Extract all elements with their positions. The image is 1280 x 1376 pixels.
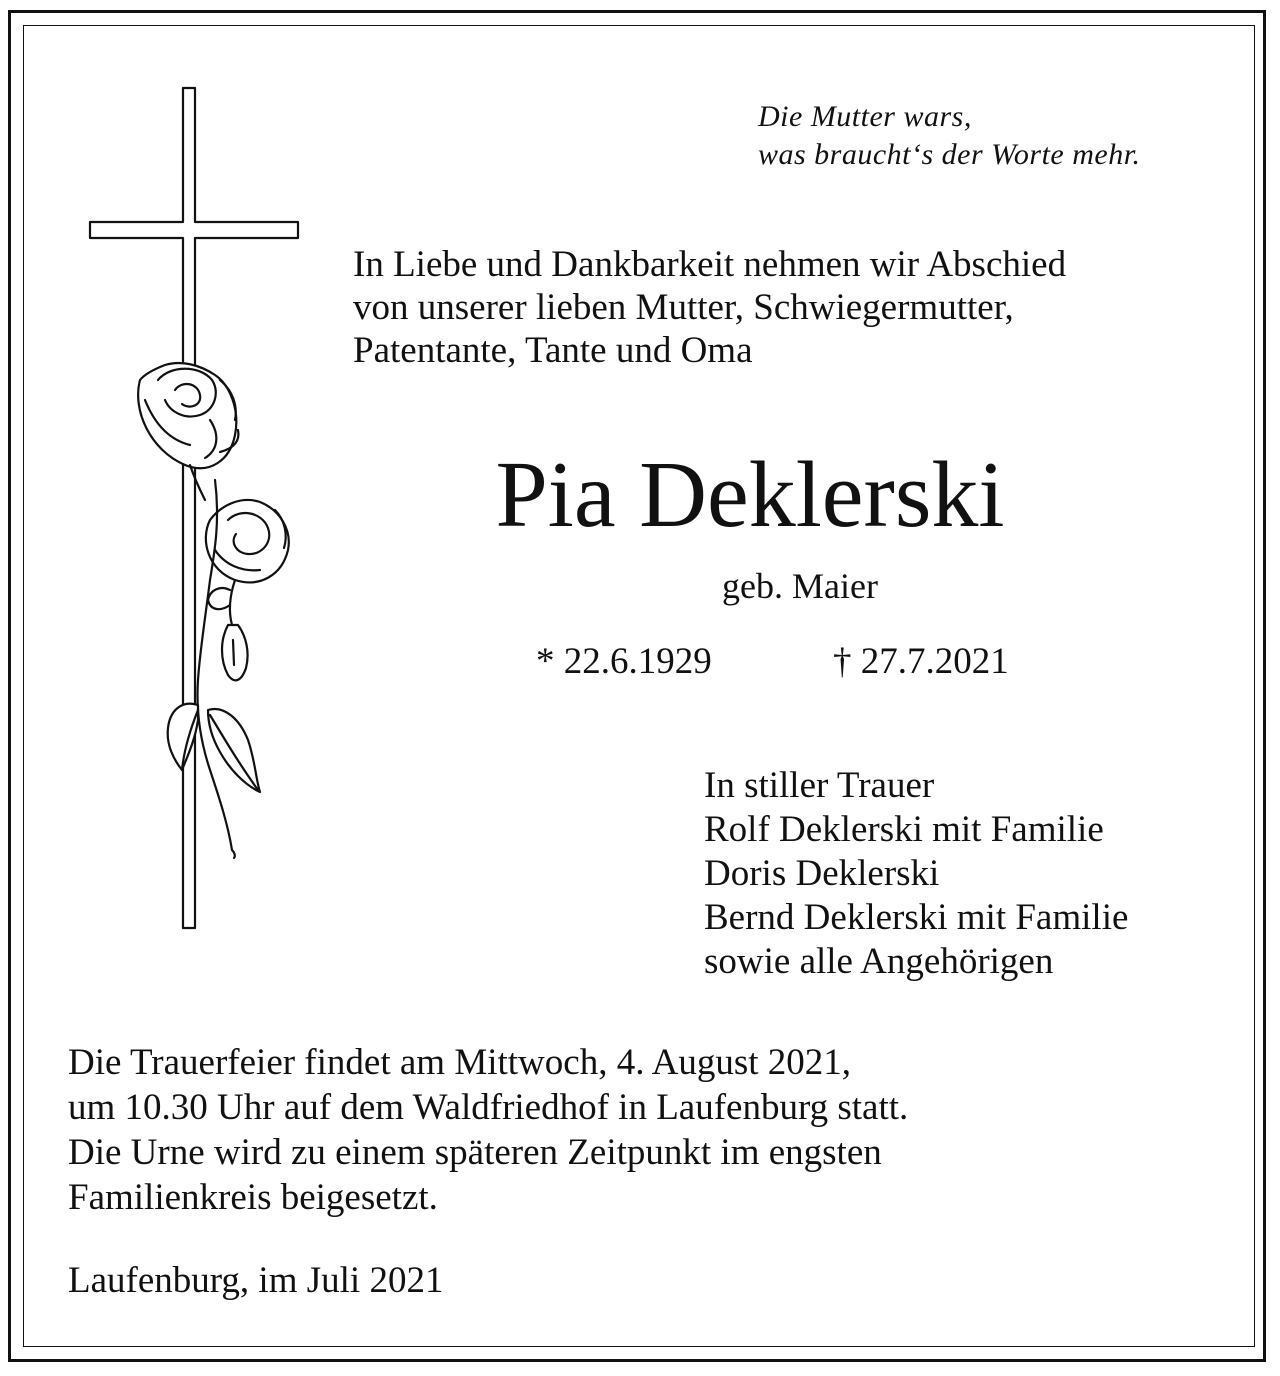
mourner-line: Rolf Deklerski mit Familie [704,809,1104,850]
motto-quote [758,98,1228,174]
funeral-details [68,1040,1238,1220]
deceased-name: Pia Deklerski [495,443,1005,547]
mourners-list [704,764,1244,984]
motto-line: Die Mutter wars, [758,100,972,133]
intro-line: von unserer lieben Mutter, Schwiegermutter, [353,287,1014,328]
funeral-line: um 10.30 Uhr auf dem Waldfriedhof in Laufenburg statt. [68,1087,909,1128]
maiden-name: geb. Maier [722,566,878,606]
birth-date: * 22.6.1929 [536,641,712,682]
funeral-line: Die Urne wird zu einem späteren Zeitpunkt im engsten [68,1132,882,1173]
life-dates [0,640,1280,686]
intro-line: Patentante, Tante und Oma [353,330,753,371]
mourner-line: In stiller Trauer [704,765,935,806]
mourner-line: sowie alle Angehörigen [704,941,1054,982]
mourner-line: Bernd Deklerski mit Familie [704,897,1129,938]
funeral-line: Die Trauerfeier findet am Mittwoch, 4. August 2021, [68,1042,852,1083]
intro-text [353,243,1233,372]
place-and-date: Laufenburg, im Juli 2021 [68,1260,444,1301]
cross-with-roses-icon [70,80,330,940]
motto-line: was braucht‘s der Worte mehr. [758,138,1141,171]
intro-line: In Liebe und Dankbarkeit nehmen wir Abschied [353,244,1067,285]
funeral-line: Familienkreis beigesetzt. [68,1177,438,1218]
death-date: † 27.7.2021 [833,641,1009,682]
mourner-line: Doris Deklerski [704,853,940,894]
